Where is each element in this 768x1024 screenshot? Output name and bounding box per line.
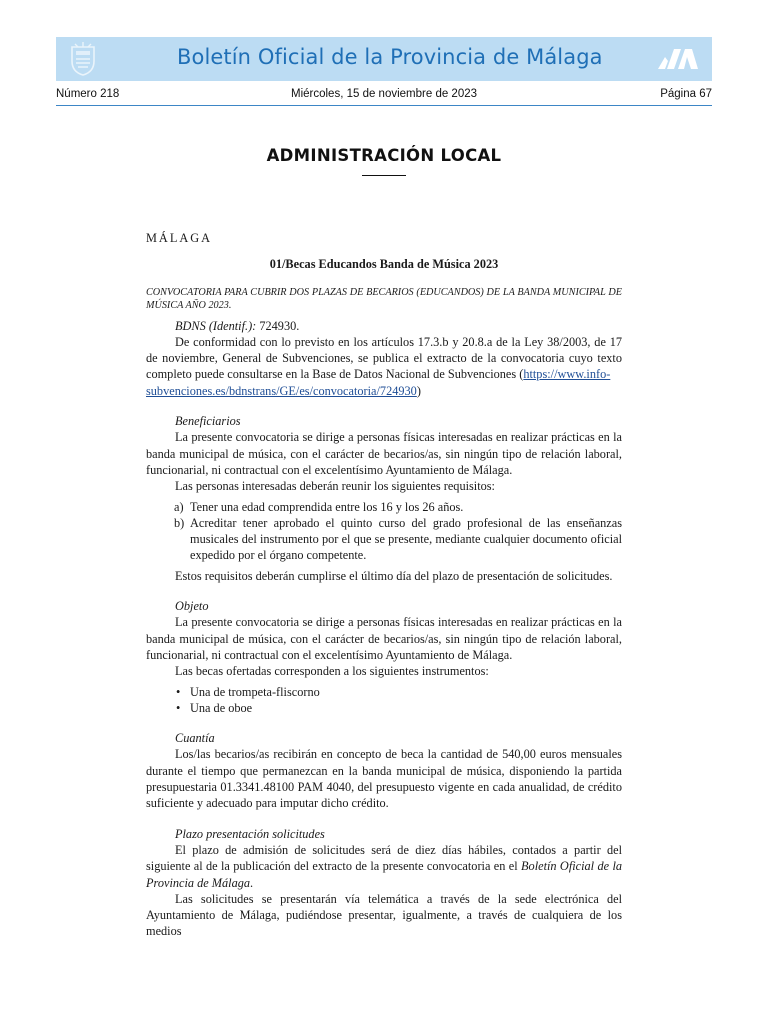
cuantia-heading: Cuantía (175, 731, 215, 746)
plazo-text-b: . (250, 875, 254, 890)
list-item-text: Acreditar tener aprobado el quinto curso del grado profesional de las enseñanzas musicales del instrumento por el que se presente, mediante cualquier documento oficial expedido por el órgano competente. (190, 515, 622, 563)
list-item-text: Una de oboe (190, 700, 253, 715)
header-banner (56, 37, 712, 81)
bdns-value: 724930. (256, 318, 300, 333)
issue-date: Miércoles, 15 de noviembre de 2023 (290, 88, 478, 100)
intro-close: ) (416, 383, 421, 398)
bdns-line (146, 318, 622, 334)
convocatoria-heading: CONVOCATORIA PARA CUBRIR DOS PLAZAS DE BECARIOS (EDUCANDOS) DE LA BANDA MUNICIPAL DE MÚSICA AÑO 2023. (146, 286, 622, 312)
announcement-title: 01/Becas Educandos Banda de Música 2023 (269, 257, 499, 272)
plazo-paragraph-1 (146, 842, 622, 891)
beneficiarios-paragraph-2: Las personas interesadas deberán reunir los siguientes requisitos: (175, 479, 495, 494)
boletin-name: Boletín Oficial de la Provincia de Málaga (146, 859, 623, 890)
intro-text: De conformidad con lo previsto en los artículos 17.3.b y 20.8.a de la Ley 38/2003, de 17 de noviembre, General de Subvenciones, se publica el extracto de la convocatoria cuyo texto completo puede consultarse en la Base de Datos Nacional de Subvenciones ( (146, 334, 622, 382)
bdns-link-part-1: https://www.info- (523, 367, 611, 382)
cuantia-paragraph: Los/las becarios/as recibirán en concepto de beca la cantidad de 540,00 euros mensuales durante el tiempo que permanezcan en la banda municipal de música, disponiendo la partida presupuestaria 01.3341.48100 PAM 4040, del presupuesto vigente en cada anualidad, de crédito suficiente y adecuado para imputar dicho crédito. (146, 747, 622, 811)
objeto-paragraph-1: La presente convocatoria se dirige a personas físicas interesadas en realizar prácticas en la banda municipal de música, con el carácter de becarios/as, sin ningún tipo de relación laboral, funcionarial, ni contractual con el excelentísimo Ayuntamiento de Málaga. (146, 615, 622, 662)
plazo-heading: Plazo presentación solicitudes (175, 826, 325, 841)
page-number: Página 67 (660, 88, 712, 100)
coat-of-arms-icon (68, 41, 98, 77)
header-divider (56, 105, 712, 106)
document-body (146, 230, 622, 940)
bdns-link-part-2: subvenciones.es/bdnstrans/GE/es/convocatoria/724930 (146, 383, 417, 398)
instrumentos-list (146, 684, 622, 717)
list-item (146, 499, 622, 515)
objeto-paragraph-2: Las becas ofertadas corresponden a los siguientes instrumentos: (175, 664, 489, 679)
issue-number: Número 218 (56, 88, 120, 100)
requisitos-list (146, 499, 622, 564)
plazo-text-a: El plazo de admisión de solicitudes será de diez días hábiles, contados a partir del siguiente al de la publicación del extracto de la presente convocatoria en el (146, 842, 622, 874)
intro-paragraph (146, 334, 622, 399)
list-marker: a) (174, 499, 184, 514)
bullet: • (176, 700, 181, 715)
list-marker: b) (174, 515, 185, 530)
list-item-text: Tener una edad comprendida entre los 16 y los 26 años. (190, 499, 464, 514)
beneficiarios-paragraph-1: La presente convocatoria se dirige a personas físicas interesadas en realizar prácticas en la banda municipal de música, con el carácter de becarios/as, sin ningún tipo de relación laboral, funcionarial, ni contractual con el excelentísimo Ayuntamiento de Málaga. (146, 430, 622, 477)
list-item (146, 700, 622, 716)
bop-logo-icon (656, 47, 700, 71)
issue-meta (56, 88, 712, 106)
bulletin-title: Boletín Oficial de la Provincia de Málaga (177, 45, 603, 69)
bullet: • (176, 684, 181, 699)
bdns-label: BDNS (Identif.): (175, 318, 257, 333)
city-heading: MÁLAGA (146, 231, 212, 245)
section-underline (362, 175, 406, 176)
plazo-paragraph-2: Las solicitudes se presentarán vía telemática a través de la sede electrónica del Ayuntamiento de Málaga, pudiéndose presentar, igualmente, a través de cualquiera de los medios (146, 891, 622, 939)
objeto-heading: Objeto (175, 599, 209, 614)
beneficiarios-paragraph-3: Estos requisitos deberán cumplirse el último día del plazo de presentación de solicitudes. (175, 568, 613, 583)
list-item (146, 684, 622, 700)
beneficiarios-heading: Beneficiarios (175, 414, 241, 429)
list-item (146, 515, 622, 564)
section-title: ADMINISTRACIÓN LOCAL (266, 146, 502, 165)
list-item-text: Una de trompeta-fliscorno (190, 684, 320, 699)
